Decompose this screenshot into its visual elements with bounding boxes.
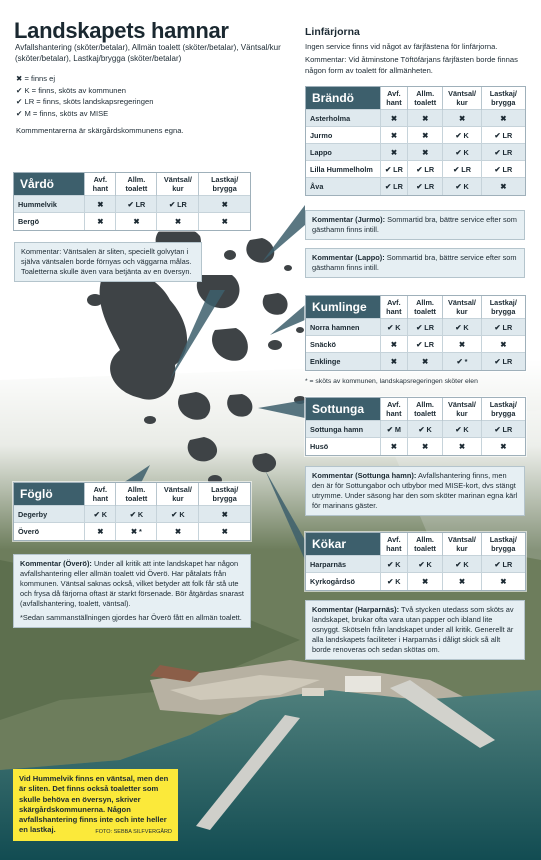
table-kokar [305, 532, 526, 591]
table-name: Vårdö [14, 173, 85, 196]
place-name: Åva [306, 178, 380, 195]
comment-text: Två stycken utedass som sköts av landskapet, brukar ofta vara utan papper och ibland lite osnyggt. Skötseln från landskapet under all kritik. Generellt är alla landskapets faciliteter i Harparnäs i dåligt skick så allt borde renoveras och sedan skötas om. [312, 605, 514, 654]
table-row [306, 178, 525, 195]
cell: ✖ [481, 336, 525, 353]
page-title: Landskapets hamnar [14, 18, 229, 43]
comment-vardo: Kommentar: Väntsalen är sliten, speciellt golvytan i själva väntsalen borde förnyas och väggarna målas. Toaletterna skulle även vara betjänta av en översyn. [14, 242, 202, 282]
cell: ✔ LR [407, 319, 443, 336]
table-row [306, 438, 525, 455]
col-header: Lastkaj/ brygga [199, 173, 250, 196]
cell: ✔ K [443, 127, 481, 144]
col-header: Avf. hant [85, 483, 116, 506]
col-header: Väntsal/ kur [443, 533, 481, 556]
kumlinge-footnote: * = sköts av kommunen, landskapsregeringen sköter elen [305, 378, 478, 385]
place-name: Enklinge [306, 353, 380, 370]
table-row [14, 196, 250, 213]
cell: ✖ [85, 213, 116, 230]
cell: ✖ [407, 353, 443, 370]
cell: ✔ K [380, 556, 407, 573]
table-brando [305, 86, 526, 196]
cell: ✔ K [380, 573, 407, 590]
table-kumlinge [305, 295, 526, 371]
col-header: Lastkaj/ brygga [481, 398, 525, 421]
col-header: Avf. hant [380, 398, 407, 421]
col-header: Allm. toalett [116, 483, 157, 506]
col-header: Allm. toalett [116, 173, 157, 196]
cell: ✖ [85, 196, 116, 213]
table-row [306, 144, 525, 161]
ferry-title: Linfärjorna [305, 26, 360, 38]
table-row [306, 127, 525, 144]
cell: ✖ [199, 196, 250, 213]
table-name: Kumlinge [306, 296, 380, 319]
place-name: Degerby [14, 506, 85, 523]
cell: ✖ [380, 144, 407, 161]
comment-label: Kommentar (Överö): [20, 559, 92, 568]
cell: ✖ * [116, 523, 157, 540]
col-header: Väntsal/ kur [443, 87, 481, 110]
ferry-text-1: Ingen service finns vid något av färjfästena för linfärjorna. [305, 42, 498, 51]
cell: ✖ [380, 110, 407, 127]
cell: ✔ LR [407, 178, 443, 195]
cell: ✖ [85, 523, 116, 540]
cell: ✔ K [443, 556, 481, 573]
table-row [306, 319, 525, 336]
legend-item: ✔ K = finns, sköts av kommunen [16, 85, 126, 95]
table-name: Kökar [306, 533, 380, 556]
cell: ✔ LR [481, 353, 525, 370]
col-header: Avf. hant [85, 173, 116, 196]
cell: ✔ K [116, 506, 157, 523]
comment-text: Sommartid bra, bättre service efter som gästhamn finns intill. [312, 215, 517, 234]
comment-lappo [305, 248, 525, 278]
comment-label: Kommentar (Sottunga hamn): [312, 471, 417, 480]
cell: ✔ K [407, 556, 443, 573]
col-header: Allm. toalett [407, 296, 443, 319]
ferry-text-2: Kommentar: Vid åtminstone Töftöfärjans färjfästen borde finnas någon form av toalett för allmänheten. [305, 55, 518, 75]
table-row [306, 556, 525, 573]
place-name: Norra hamnen [306, 319, 380, 336]
place-name: Lappo [306, 144, 380, 161]
cell: ✔ M [380, 421, 407, 438]
table-sottunga [305, 397, 526, 456]
comment-note: *Sedan sammanställningen gjordes har Överö fått en allmän toalett. [20, 613, 242, 622]
table-row [14, 506, 250, 523]
cell: ✔ K [85, 506, 116, 523]
place-name: Sottunga hamn [306, 421, 380, 438]
cell: ✖ [380, 438, 407, 455]
comment-text: Sommartid bra, bättre service efter som gästhamn finns intill. [312, 253, 517, 272]
cell: ✖ [380, 336, 407, 353]
cell: ✔ K [443, 178, 481, 195]
cell: ✔ LR [407, 161, 443, 178]
cell: ✔ LR [443, 161, 481, 178]
table-name: Sottunga [306, 398, 380, 421]
table-row [306, 336, 525, 353]
cell: ✖ [481, 573, 525, 590]
col-header: Lastkaj/ brygga [481, 533, 525, 556]
comment-sottunga [305, 466, 525, 516]
cell: ✖ [443, 438, 481, 455]
cell: ✖ [380, 353, 407, 370]
table-row [306, 573, 525, 590]
cell: ✔ K [380, 319, 407, 336]
legend [16, 73, 286, 119]
col-header: Väntsal/ kur [157, 173, 199, 196]
comment-jurmo [305, 210, 525, 240]
cell: ✖ [157, 523, 199, 540]
cell: ✔ K [443, 319, 481, 336]
cell: ✔ K [443, 421, 481, 438]
col-header: Lastkaj/ brygga [481, 87, 525, 110]
cell: ✖ [407, 110, 443, 127]
photo-credit: FOTO: SEBBA SILFVERGÅRD [95, 829, 172, 836]
legend-item: ✖ = finns ej [16, 74, 56, 83]
cell: ✔ LR [481, 127, 525, 144]
table-row [306, 110, 525, 127]
legend-note: Kommmentarerna är skärgårdskommunens egna. [16, 126, 184, 135]
legend-item: ✔ M = finns, sköts av MISE [16, 108, 109, 118]
ferry-text [305, 42, 530, 76]
col-header: Avf. hant [380, 533, 407, 556]
table-row [306, 421, 525, 438]
cell: ✖ [116, 213, 157, 230]
cell: ✖ [157, 213, 199, 230]
cell: ✔ LR [116, 196, 157, 213]
photo-caption [13, 769, 178, 841]
cell: ✔ LR [481, 144, 525, 161]
col-header: Allm. toalett [407, 87, 443, 110]
cell: ✖ [380, 127, 407, 144]
cell: ✔ K [443, 144, 481, 161]
cell: ✖ [481, 178, 525, 195]
cell: ✔ LR [380, 178, 407, 195]
comment-label: Kommentar (Jurmo): [312, 215, 386, 224]
table-vardo [13, 172, 251, 231]
comment-text: Under all kritik att inte landskapet har någon avfallshantering eller allmän toalett vid Överö. Har påtalats från kommunen. Väntsal saknas också, vilket betyder att folk får stå ute och frysa då färjorna oftast är starkt försenade. Bör åtgärdas snarast (avfallshantering, toalett, väntsal). [20, 559, 244, 608]
col-header: Avf. hant [380, 87, 407, 110]
cell: ✔ LR [481, 319, 525, 336]
legend-item: ✔ LR = finns, sköts landskapsregeringen [16, 97, 154, 106]
page-subtitle: Avfallshantering (sköter/betalar), Allmän toalett (sköter/betalar), Väntsal/kur (sköter/betalar), Lastkaj/brygga (sköter/betalar) [15, 43, 281, 63]
table-row [306, 353, 525, 370]
cell: ✖ [407, 438, 443, 455]
place-name: Husö [306, 438, 380, 455]
col-header: Väntsal/ kur [443, 296, 481, 319]
cell: ✔ LR [157, 196, 199, 213]
place-name: Harparnäs [306, 556, 380, 573]
cell: ✔ LR [380, 161, 407, 178]
comment-overo [13, 554, 251, 628]
comment-text: Avfallshantering finns, men den är för Sottungabor och utbybor med MISE-kort, dvs stängt utrymme. Under säsong har den som sköter marinan egna kärl för marinans gäster. [312, 471, 518, 510]
cell: ✖ [407, 144, 443, 161]
col-header: Väntsal/ kur [157, 483, 199, 506]
cell: ✔ K [157, 506, 199, 523]
place-name: Kyrkogårdsö [306, 573, 380, 590]
place-name: Överö [14, 523, 85, 540]
place-name: Jurmo [306, 127, 380, 144]
cell: ✖ [199, 213, 250, 230]
cell: ✖ [481, 110, 525, 127]
comment-harparnas [305, 600, 525, 660]
cell: ✖ [407, 573, 443, 590]
col-header: Allm. toalett [407, 398, 443, 421]
cell: ✔ * [443, 353, 481, 370]
table-name: Brändö [306, 87, 380, 110]
col-header: Väntsal/ kur [443, 398, 481, 421]
table-foglo [13, 482, 251, 541]
col-header: Avf. hant [380, 296, 407, 319]
caption-text: Vid Hummelvik finns en väntsal, men den är sliten. Det finns också toaletter som skulle behöva en översyn, skriver skärgårdskommunerna. Någon avfallshantering finns inte och inte heller en lastkaj. [19, 774, 169, 835]
place-name: Snäckö [306, 336, 380, 353]
table-row [14, 213, 250, 230]
place-name: Asterholma [306, 110, 380, 127]
cell: ✖ [199, 523, 250, 540]
cell: ✖ [199, 506, 250, 523]
table-row [14, 523, 250, 540]
cell: ✖ [407, 127, 443, 144]
place-name: Hummelvik [14, 196, 85, 213]
table-name: Föglö [14, 483, 85, 506]
col-header: Lastkaj/ brygga [199, 483, 250, 506]
cell: ✔ K [407, 421, 443, 438]
col-header: Lastkaj/ brygga [481, 296, 525, 319]
cell: ✖ [443, 110, 481, 127]
place-name: Bergö [14, 213, 85, 230]
cell: ✖ [443, 573, 481, 590]
cell: ✖ [481, 438, 525, 455]
place-name: Lilla Hummelholm [306, 161, 380, 178]
comment-label: Kommentar (Harparnäs): [312, 605, 400, 614]
cell: ✖ [443, 336, 481, 353]
comment-label: Kommentar (Lappo): [312, 253, 385, 262]
cell: ✔ LR [481, 556, 525, 573]
cell: ✔ LR [407, 336, 443, 353]
cell: ✔ LR [481, 161, 525, 178]
table-row [306, 161, 525, 178]
col-header: Allm. toalett [407, 533, 443, 556]
cell: ✔ LR [481, 421, 525, 438]
